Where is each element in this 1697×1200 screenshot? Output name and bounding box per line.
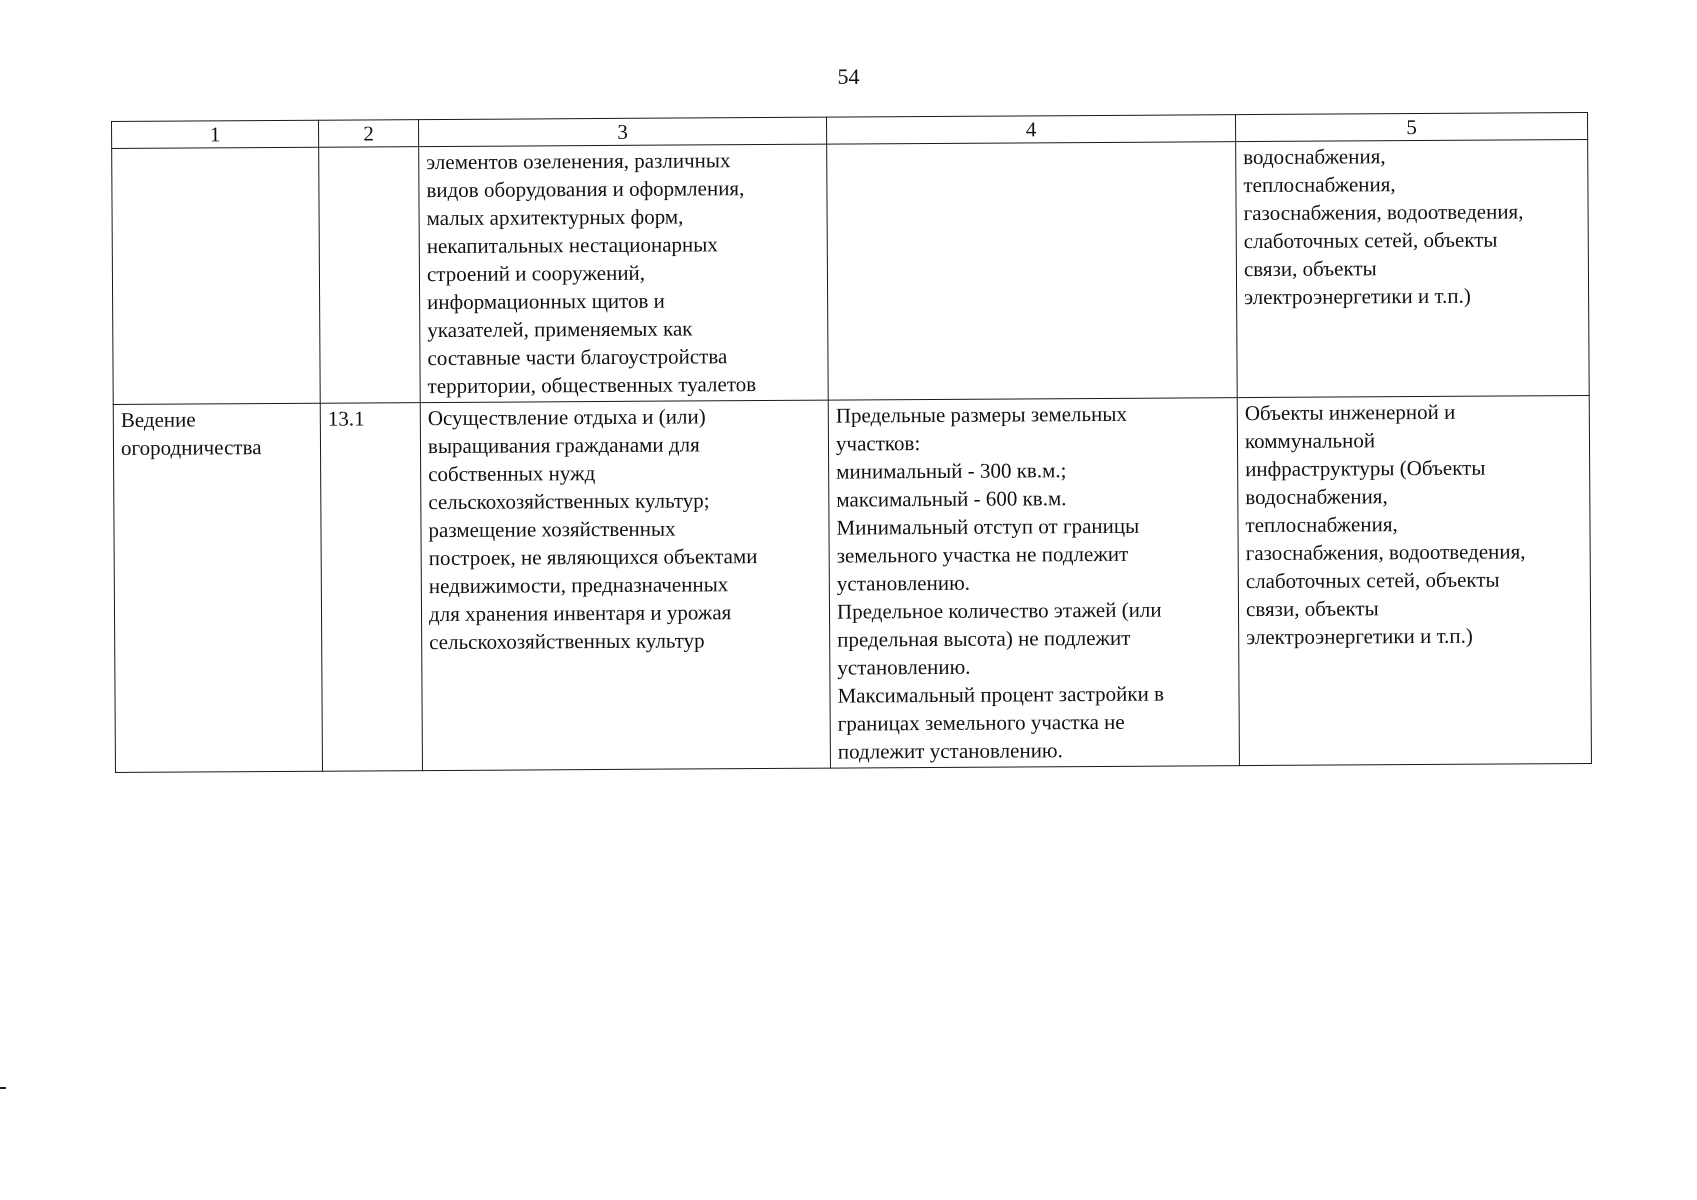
table-row [112,139,1590,404]
land-use-type-cell [112,147,321,404]
column-header-1: 1 [112,120,319,148]
parameters-cell [827,142,1238,400]
parameters-text: Предельные размеры земельных участков: минимальный - 300 кв.м.; максимальный - 600 кв.м. Минимальный отступ от границы земельного участка не подлежит установлению. Предельное количество этажей (или предельная высота) не подлежит установлению. Максимальный процент застройки в границах земельного участка не подлежит установлению. [835,401,1165,764]
code-text: 13.1 [327,406,365,431]
regulations-table [111,112,1592,773]
parameters-text [834,143,1228,145]
page-number: 54 [837,64,860,89]
column-header-3: 3 [418,117,826,146]
description-text: элементов озеленения, различных видов оборудования и оформления, малых архитектурных форм, некапитальных нестационарных строений и сооружений, информационных щитов и указателей, применяемых как составные части благоустройства территории, общественных туалетов [426,148,757,399]
auxiliary-uses-text: водоснабжения, теплоснабжения, газоснабжения, водоотведения, слаботочных сетей, объекты связи, объекты электроэнергетики и т.п.) [1243,144,1524,310]
column-header-4: 4 [826,115,1235,144]
code-cell [320,403,422,772]
description-cell [420,400,830,770]
parameters-cell [828,398,1239,768]
column-header-2: 2 [318,120,418,148]
description-text: Осуществление отдыха и (или) выращивания гражданами для собственных нужд сельскохозяйственных культур; размещение хозяйственных построек, не являющихся объектами недвижимости, предназначенных для хранения инвентаря и урожая сельскохозяйственных культур [427,404,758,655]
column-header-5: 5 [1235,112,1587,141]
land-use-type-text: Ведение огородничества [120,407,262,460]
description-cell [419,144,829,402]
land-use-type-cell [113,403,322,772]
code-cell [319,147,421,404]
auxiliary-uses-text: Объекты инженерной и коммунальной инфраструктуры (Объекты водоснабжения, теплоснабжения, газоснабжения, водоотведения, слаботочных сетей, объекты связи, объекты электроэнергетики и т.п.) [1244,399,1526,650]
code-text [326,148,411,149]
auxiliary-uses-cell [1236,139,1590,397]
land-use-type-text [119,149,311,150]
auxiliary-uses-cell [1237,395,1591,765]
scan-artifact-mark [0,1087,6,1089]
table-row [113,395,1591,772]
